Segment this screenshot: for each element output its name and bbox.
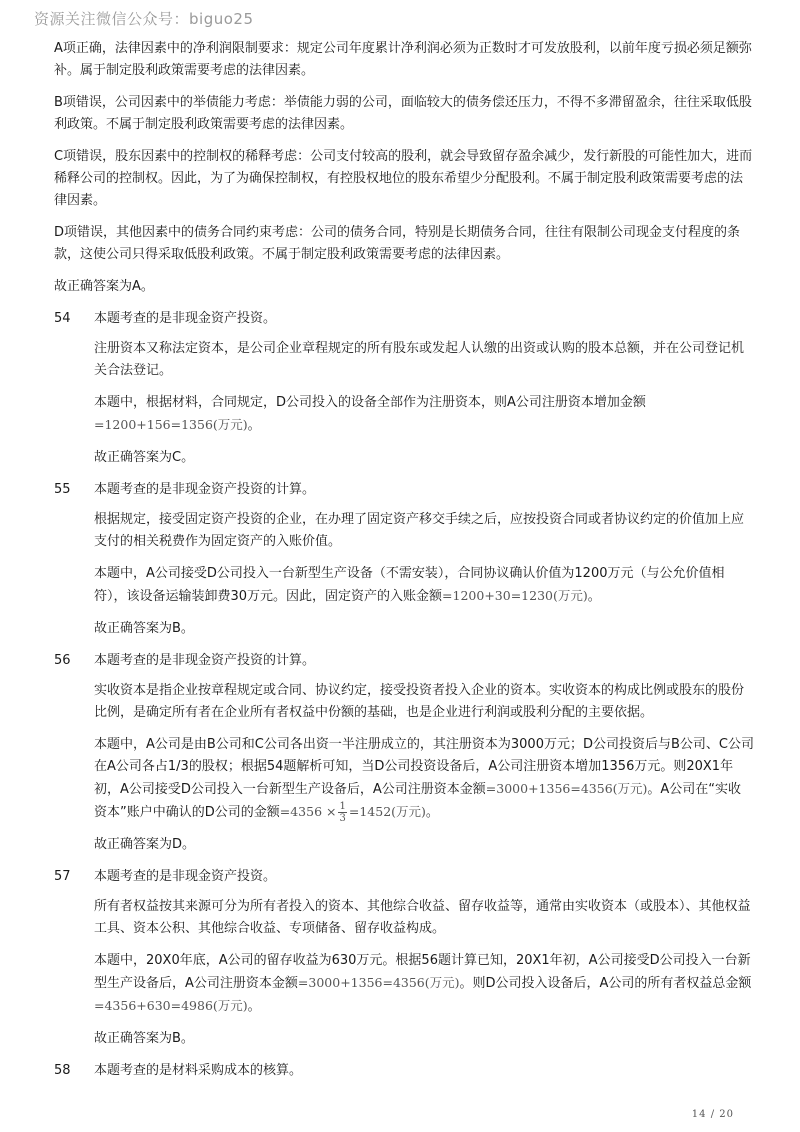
calculation-paragraph — [94, 392, 754, 437]
answer-line: 故正确答案为D。 — [94, 837, 196, 852]
calculation-paragraph — [94, 734, 754, 824]
calculation-text-continued: 。A公司在“实收资本”账户中确认的D公司的金额 — [94, 782, 742, 820]
punctuation: 。 — [247, 999, 261, 1014]
question-number: 54 — [54, 311, 71, 326]
question-title: 本题考查的是非现金资产投资。 — [94, 869, 277, 884]
answer-line: 故正确答案为B。 — [94, 621, 194, 636]
page-separator: / — [710, 1109, 716, 1120]
question-header — [54, 866, 754, 888]
question-title: 本题考查的是非现金资产投资的计算。 — [94, 482, 316, 497]
formula-result: =4356+630=4986(万元) — [94, 998, 248, 1013]
current-page: 14 — [691, 1109, 707, 1120]
question-body — [94, 509, 754, 640]
question-number: 55 — [54, 482, 71, 497]
question-number: 57 — [54, 869, 71, 884]
total-pages: 20 — [719, 1109, 734, 1120]
question-body — [94, 338, 754, 469]
calculation-text: 本题中，根据材料，合同规定，D公司投入的设备全部作为注册资本，则A公司注册资本增加金额 — [94, 395, 646, 410]
document-body — [54, 38, 754, 1090]
fraction-numerator: 1 — [339, 801, 346, 812]
calculation-paragraph — [94, 563, 754, 608]
question-body — [94, 680, 754, 856]
calculation-text-continued: 。则D公司投入设备后，A公司的所有者权益总金额 — [459, 976, 752, 991]
question-title: 本题考查的是非现金资产投资的计算。 — [94, 653, 316, 668]
watermark-text: 资源关注微信公众号：biguo25 — [34, 10, 254, 28]
question-header — [54, 479, 754, 501]
question-number: 56 — [54, 653, 71, 668]
formula-result: =1452(万元) — [348, 804, 426, 819]
punctuation: 。 — [425, 805, 439, 820]
formula: =1200+156=1356(万元) — [94, 417, 248, 432]
formula-part: =4356 × — [279, 804, 337, 819]
intro-answer: 故正确答案为A。 — [54, 279, 154, 294]
question-header — [54, 1060, 754, 1082]
calculation-paragraph — [94, 950, 754, 1018]
answer-line: 故正确答案为C。 — [94, 450, 195, 465]
question-number: 58 — [54, 1063, 71, 1078]
question-54 — [54, 308, 754, 469]
intro-paragraph-d: D项错误，其他因素中的债务合同约束考虑：公司的债务合同，特别是长期债务合同，往往有限制公司现金支付程度的条款，这使公司只得采取低股利政策。不属于制定股利政策需要考虑的法律因素。 — [54, 225, 741, 262]
intro-paragraph-c: C项错误，股东因素中的控制权的稀释考虑：公司支付较高的股利，就会导致留存盈余减少，发行新股的可能性加大，进而稀释公司的控制权。因此，为了为确保控制权，有控股权地位的股东希望少分配股利。不属于制定股利政策需要考虑的法律因素。 — [54, 149, 753, 208]
explanation-paragraph: 根据规定，接受固定资产投资的企业，在办理了固定资产移交手续之后，应按投资合同或者协议约定的价值加上应支付的相关税费作为固定资产的入账价值。 — [94, 512, 745, 549]
formula: =1200+30=1230(万元) — [442, 588, 588, 603]
page-indicator — [692, 1109, 734, 1120]
calculation-text: 本题中，20X0年底，A公司的留存收益为630万元。根据56题计算已知，20X1年初，A公司接受D公司投入一台新型生产设备后，A公司注册资本金额 — [94, 953, 751, 991]
question-title: 本题考查的是非现金资产投资。 — [94, 311, 277, 326]
calculation-text: 本题中，A公司接受D公司投入一台新型生产设备（不需安装），合同协议确认价值为1200万元（与公允价值相符），该设备运输装卸费30万元。因此，固定资产的入账金额 — [94, 566, 725, 604]
intro-paragraph-b: B项错误，公司因素中的举债能力考虑：举债能力弱的公司，面临较大的债务偿还压力，不得不多滞留盈余，往往采取低股利政策。不属于制定股利政策需要考虑的法律因素。 — [54, 95, 752, 132]
fraction-denominator: 3 — [339, 813, 346, 824]
punctuation: 。 — [247, 418, 261, 433]
question-header — [54, 650, 754, 672]
calculation-text: 本题中，A公司是由B公司和C公司各出资一半注册成立的，其注册资本为3000万元；D公司投资后与B公司、C公司在A公司各占1/3的股权；根据54题解析可知，当D公司投资设备后，A公司注册资本增加1356万元。则20X1年初，A公司接受D公司投入一台新型生产设备后，A公司注册资本金额 — [94, 737, 754, 797]
question-body — [94, 896, 754, 1050]
explanation-paragraph: 实收资本是指企业按章程规定或合同、协议约定，接受投资者投入企业的资本。实收资本的构成比例或股东的股份比例，是确定所有者在企业所有者权益中份额的基础，也是企业进行利润或股利分配的主要依据。 — [94, 683, 745, 720]
intro-paragraph-a: A项正确，法律因素中的净利润限制要求：规定公司年度累计净利润必须为正数时才可发放股利，以前年度亏损必须足额弥补。属于制定股利政策需要考虑的法律因素。 — [54, 41, 752, 78]
question-57 — [54, 866, 754, 1050]
question-header — [54, 308, 754, 330]
answer-line: 故正确答案为B。 — [94, 1031, 194, 1046]
fraction — [338, 801, 346, 824]
punctuation: 。 — [587, 589, 601, 604]
formula: =3000+1356=4356(万元) — [485, 781, 648, 796]
question-56 — [54, 650, 754, 856]
question-58 — [54, 1060, 754, 1082]
explanation-paragraph: 注册资本又称法定资本，是公司企业章程规定的所有股东或发起人认缴的出资或认购的股本总额，并在公司登记机关合法登记。 — [94, 341, 745, 378]
question-title: 本题考查的是材料采购成本的核算。 — [94, 1063, 303, 1078]
question-55 — [54, 479, 754, 640]
formula: =3000+1356=4356(万元) — [297, 975, 460, 990]
explanation-paragraph: 所有者权益按其来源可分为所有者投入的资本、其他综合收益、留存收益等，通常由实收资本（或股本）、其他权益工具、资本公积、其他综合收益、专项储备、留存收益构成。 — [94, 899, 751, 936]
